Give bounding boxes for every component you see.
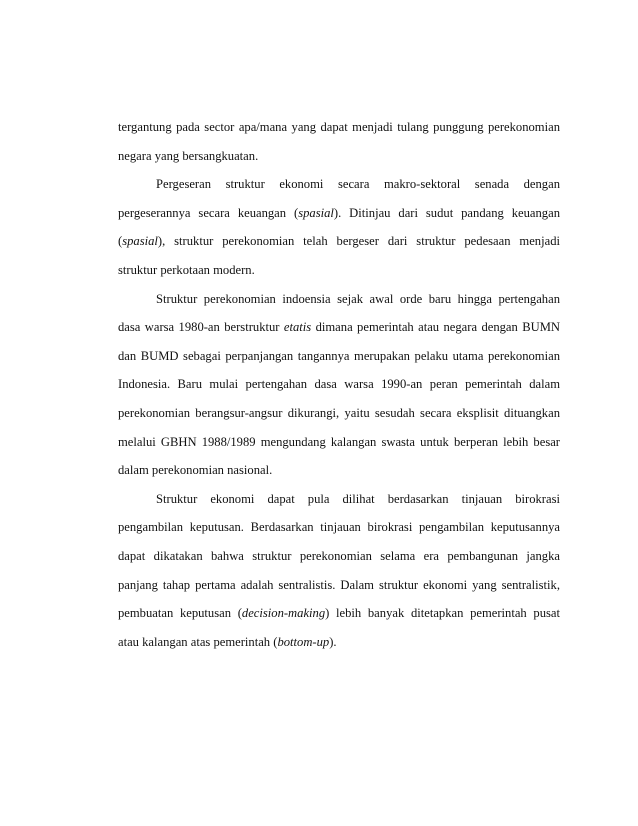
italic-term: bottom-up <box>277 634 330 649</box>
text-line: pergeserannya secara keuangan (spasial). Ditinjau dari sudut pandang keuangan <box>118 205 560 220</box>
text-line: Pergeseran struktur ekonomi secara makro-sektoral senada dengan <box>156 177 560 192</box>
italic-term: spasial <box>122 234 158 249</box>
body-text <box>118 117 560 660</box>
italic-term: decision-making <box>241 606 326 621</box>
text-line: panjang tahap pertama adalah sentralistis. Dalam struktur ekonomi yang sentralistik, <box>118 577 560 592</box>
paragraph <box>118 174 560 288</box>
text-line: tergantung pada sector apa/mana yang dapat menjadi tulang punggung perekonomian <box>118 120 560 134</box>
text-line: dan BUMD sebagai perpanjangan tangannya merupakan pelaku utama perekonomian <box>118 348 560 363</box>
text-line: pengambilan keputusan. Berdasarkan tinjauan birokrasi pengambilan keputusannya <box>118 520 560 535</box>
text-line: melalui GBHN 1988/1989 mengundang kalangan swasta untuk berperan lebih besar <box>118 434 560 449</box>
text-line: atau kalangan atas pemerintah (bottom-up). <box>118 634 337 649</box>
paragraph <box>118 489 560 661</box>
text-line: Struktur perekonomian indoensia sejak awal orde baru hingga pertengahan <box>156 291 560 306</box>
italic-term: etatis <box>283 320 312 335</box>
text-line: Indonesia. Baru mulai pertengahan dasa warsa 1990-an peran pemerintah dalam <box>118 377 560 392</box>
text-line: dalam perekonomian nasional. <box>118 463 273 478</box>
text-line: dasa warsa 1980-an berstruktur etatis dimana pemerintah atau negara dengan BUMN <box>118 320 560 335</box>
italic-term: spasial <box>298 205 334 220</box>
text-line: perekonomian berangsur-angsur dikurangi, yaitu sesudah secara eksplisit dituangkan <box>118 405 560 420</box>
text-line: negara yang bersangkuatan. <box>118 148 259 163</box>
text-line: pembuatan keputusan (decision-making) lebih banyak ditetapkan pemerintah pusat <box>118 606 560 621</box>
text-line: (spasial), struktur perekonomian telah bergeser dari struktur pedesaan menjadi <box>118 234 560 249</box>
paragraph <box>118 117 560 174</box>
text-line: dapat dikatakan bahwa struktur perekonomian selama era pembangunan jangka <box>118 548 560 563</box>
text-line: Struktur ekonomi dapat pula dilihat berdasarkan tinjauan birokrasi <box>156 491 560 506</box>
paragraph <box>118 289 560 489</box>
text-line: struktur perkotaan modern. <box>118 262 255 277</box>
